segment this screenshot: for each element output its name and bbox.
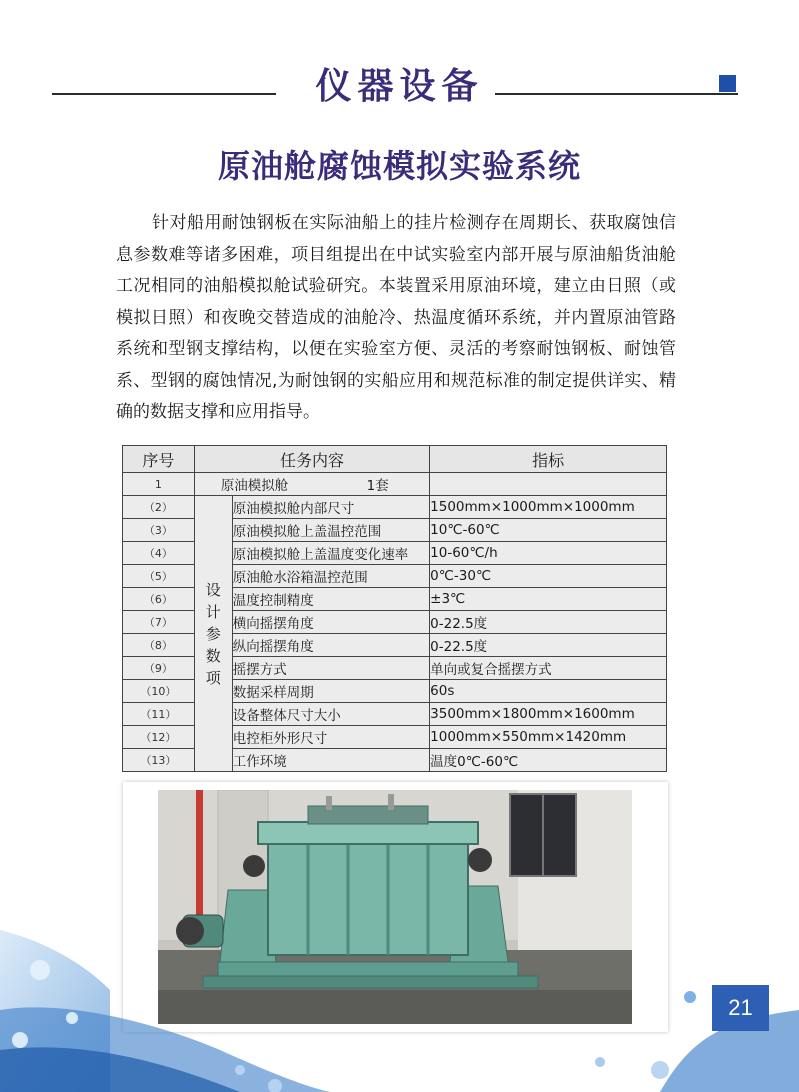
row-value: 10-60℃/h: [430, 542, 667, 565]
row-number: （4）: [123, 542, 195, 565]
table-row: [123, 473, 667, 496]
row-spec-empty: [430, 473, 667, 496]
intro-paragraph: 针对船用耐蚀钢板在实际油船上的挂片检测存在周期长、获取腐蚀信息参数难等诸多困难，项目组提出在中试实验室内部开展与原油船货油舱工况相同的油船模拟舱试验研究。本装置采用原油环境，建立由日照（或模拟日照）和夜晚交替造成的油舱冷、热温度循环系统，并内置原油管路系统和型钢支撑结构，以便在实验室方便、灵活的考察耐蚀钢板、耐蚀管系、型钢的腐蚀情况,为耐蚀钢的实船应用和规范标准的制定提供详实、精确的数据支撑和应用指导。: [116, 213, 676, 422]
row-parameter: 设备整体尺寸大小: [232, 703, 429, 726]
group-label-char: 项: [205, 668, 221, 687]
row-number: （11）: [123, 703, 195, 726]
page-title: 原油舱腐蚀模拟实验系统: [217, 147, 581, 185]
row-parameter: 原油模拟舱上盖温度变化速率: [232, 542, 429, 565]
water-splash-decoration: [0, 900, 799, 1092]
row-value: 温度0℃-60℃: [430, 749, 667, 772]
group-label-char: 计: [205, 602, 221, 621]
row-parameter: 电控柜外形尺寸: [232, 726, 429, 749]
group-label-char: 数: [205, 646, 221, 665]
header-task: 任务内容: [194, 446, 429, 473]
row-parameter: 横向摇摆角度: [232, 611, 429, 634]
row-number: （2）: [123, 496, 195, 519]
row-number: （7）: [123, 611, 195, 634]
row-task-quantity: 1套: [366, 478, 389, 494]
table-row: [123, 496, 667, 519]
row-value: 单向或复合摇摆方式: [430, 657, 667, 680]
row-number: （13）: [123, 749, 195, 772]
row-number: （5）: [123, 565, 195, 588]
row-number: （12）: [123, 726, 195, 749]
row-value: 0-22.5度: [430, 611, 667, 634]
row-value: 0℃-30℃: [430, 565, 667, 588]
row-parameter: 原油舱水浴箱温控范围: [232, 565, 429, 588]
page-number: 21: [712, 985, 769, 1031]
row-parameter: 原油模拟舱上盖温控范围: [232, 519, 429, 542]
row-number: （9）: [123, 657, 195, 680]
row-parameter: 原油模拟舱内部尺寸: [232, 496, 429, 519]
table-header-row: [123, 446, 667, 473]
row-value: 1500mm×1000mm×1000mm: [430, 496, 667, 519]
row-parameter: 数据采样周期: [232, 680, 429, 703]
row-parameter: 工作环境: [232, 749, 429, 772]
row-number: 1: [123, 473, 195, 496]
row-parameter: 纵向摇摆角度: [232, 634, 429, 657]
header-spec: 指标: [430, 446, 667, 473]
row-number: （10）: [123, 680, 195, 703]
spec-table: [122, 445, 667, 772]
row-number: （3）: [123, 519, 195, 542]
row-parameter: 温度控制精度: [232, 588, 429, 611]
row-task-label: 原油模拟舱: [220, 478, 289, 494]
row-number: （6）: [123, 588, 195, 611]
row-task: [194, 473, 429, 496]
row-value: 3500mm×1800mm×1600mm: [430, 703, 667, 726]
group-label-char: 设: [205, 580, 221, 599]
row-parameter: 摇摆方式: [232, 657, 429, 680]
header-no: 序号: [123, 446, 195, 473]
row-value: ±3℃: [430, 588, 667, 611]
row-value: 1000mm×550mm×1420mm: [430, 726, 667, 749]
row-number: （8）: [123, 634, 195, 657]
design-parameter-group-label: [194, 496, 232, 772]
row-value: 0-22.5度: [430, 634, 667, 657]
row-value: 10℃-60℃: [430, 519, 667, 542]
row-value: 60s: [430, 680, 667, 703]
section-title: 仪器设备: [315, 66, 484, 107]
group-label-char: 参: [205, 624, 221, 643]
